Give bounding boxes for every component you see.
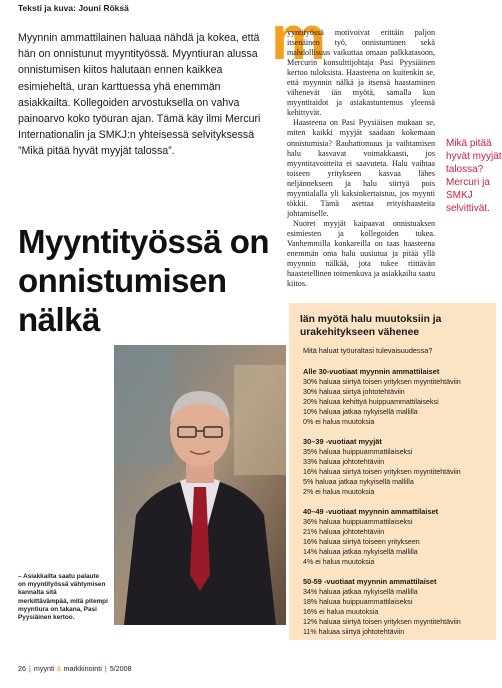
list-item: 10% haluaa jatkaa nykyisellä mallilla [303,408,418,417]
list-item: 4% ei halua muutoksia [303,558,375,567]
list-item: 12% haluaa siirtyä toisen yrityksen myyntitehtäviin [303,618,461,627]
group-title: 30–39 -vuotiaat myyjät [303,437,382,446]
age-group-50-59 [303,577,493,637]
list-item: 21% haluaa johtotehtäviin [303,528,385,537]
list-item: 36% haluaa huippuammattilaiseksi [303,518,413,526]
group-title: 40–49 -vuotiaat myynnin ammattilaiset [303,507,439,516]
portrait-photo-icon [114,345,286,625]
list-item: 35% haluaa huippuammattilaiseksi [303,448,413,456]
page-footer [18,664,132,673]
list-item: 5% haluaa jatkaa nykyisellä mallilla [303,478,414,487]
group-title: Alle 30-vuotiaat myynnin ammattilaiset [303,367,440,376]
list-item: 20% haluaa kehittyä huippuammattilaiseksi [303,398,439,407]
list-item: 18% haluaa huippuammattilaiseksi [303,598,413,607]
footer-separator: | [29,664,31,673]
list-item: 34% haluaa jatkaa nykyisellä mallilla [303,588,418,596]
drop-cap: m [271,4,325,73]
photo-caption: – Asiakkailta saatu palaute on myyntityössä vähtymisen kannalta sitä merkittävämpää, mitä pitempi myyntiura on takana, Pasi Pyysiäinen kertoo. [18,573,108,622]
list-item: 16% haluaa siirtyä toisen yrityksen myyntitehtäviin [303,468,461,477]
pull-quote: Mikä pitää hyvät myyjät talossa? Mercuri ja SMKJ selvittivät. [446,138,502,214]
body-paragraph: yyntityössä motivoivat erittäin paljon itsenäinen työ, onnistuminen sekä mahdollisuus vaikuttaa omaan palkkatasoon, Mercurin konsulttijohtaja Pasi Pyysiäinen kertoo tuloksista. Haasteena on kuitenkin se, että myynnin nälkä ja itsensä haastaminen vähenevät iän myötä, samalla kun myyntitaidot ja asiakastuntemus yleensä kehittyvät. [287,28,435,118]
list-item: 11% haluaa siirtyä johtotehtäviin [303,628,405,637]
list-item: 30% haluaa siirtyä johtotehtäviin [303,388,405,397]
age-group-30-39 [303,437,493,497]
list-item: 16% haluaa siirtyä toiseen yritykseen [303,538,420,547]
portrait-photo [114,345,286,625]
lead-paragraph: Myynnin ammattilainen haluaa nähdä ja kokea, että hän on onnistunut myyntityössä. Myyntiuran alussa onnistumisen kiitos halutaan ennen kaikkea esimieheltä, uran karttuessa yhä enemmän asiakkailta. Kollegoiden arvostuksella on vahva painoarvo koko työuran ajan. Tämä käy ilmi Mercuri Internationalin ja SMKJ:n yhteisessä selvityksessä ”Mikä pitää hyvät myyjät talossa”. [18,32,261,158]
footer-separator: | [104,664,107,673]
list-item: 30% haluaa siirtyä toisen yrityksen myyntitehtäviin [303,378,461,386]
body-paragraph: Nuoret myyjät kaipaavat onnistuaksen esimiesten ja kollegoiden tukea. Vanhemmilla konkareilla on taas haasteena enemmän oma halu uusiutua ja pitää yllä myynnin nälkää, jota tukee riittävän haastetellinen toimenkuva ja asiakkailta saatu kiitos. [287,218,435,289]
list-item: 2% ei halua muutoksia [303,488,375,497]
magazine-name-part2: markkinointi [63,664,102,673]
page-number: 26 [18,664,26,673]
list-item: 0% ei halua muutoksia [303,418,375,427]
list-item: 33% haluaa johtotehtäviin [303,458,385,467]
body-paragraph: Haasteena on Pasi Pyysiäisen mukaan se, miten kaikki myyjät saadaan kokemaan onnistumisia? Rauhattomuus ja vaihtamisen halu kasvavat voimakkaasti, jos myyntitavoitteita ei saavuteta. Halu vaihtaa toiseen yritykseen kasvaa lähes neljännekseen ja halu siirtyä pois myyntialalla yli kaksinkertaistuu, jos myynti tökkii. Tämä asettaa erityishaasteita johtamiselle. [287,118,435,218]
age-group-40-49 [303,507,493,567]
sidebar-question: Mitä haluat työuraltasi tulevaisuudessa? [303,346,433,355]
age-group-under-30 [303,367,493,427]
group-title: 50-59 -vuotiaat myynnin ammattilaiset [303,577,437,586]
issue-number: 5/2008 [109,664,132,673]
list-item: 16% ei halua muutoksia [303,608,379,617]
magazine-name-part1: myynti [33,664,55,673]
sidebar-title: Iän myötä halu muutoksiin ja urakehitykseen vähenee [300,314,442,338]
body-column [287,28,435,289]
list-item: 14% haluaa jatkaa nykyisellä mallilla [303,548,418,557]
magazine-ampersand: & [56,664,62,673]
author-credit: Teksti ja kuva: Jouni Röksä [18,3,129,13]
article-headline: Myyntityössä on onnistumisen nälkä [18,223,270,338]
